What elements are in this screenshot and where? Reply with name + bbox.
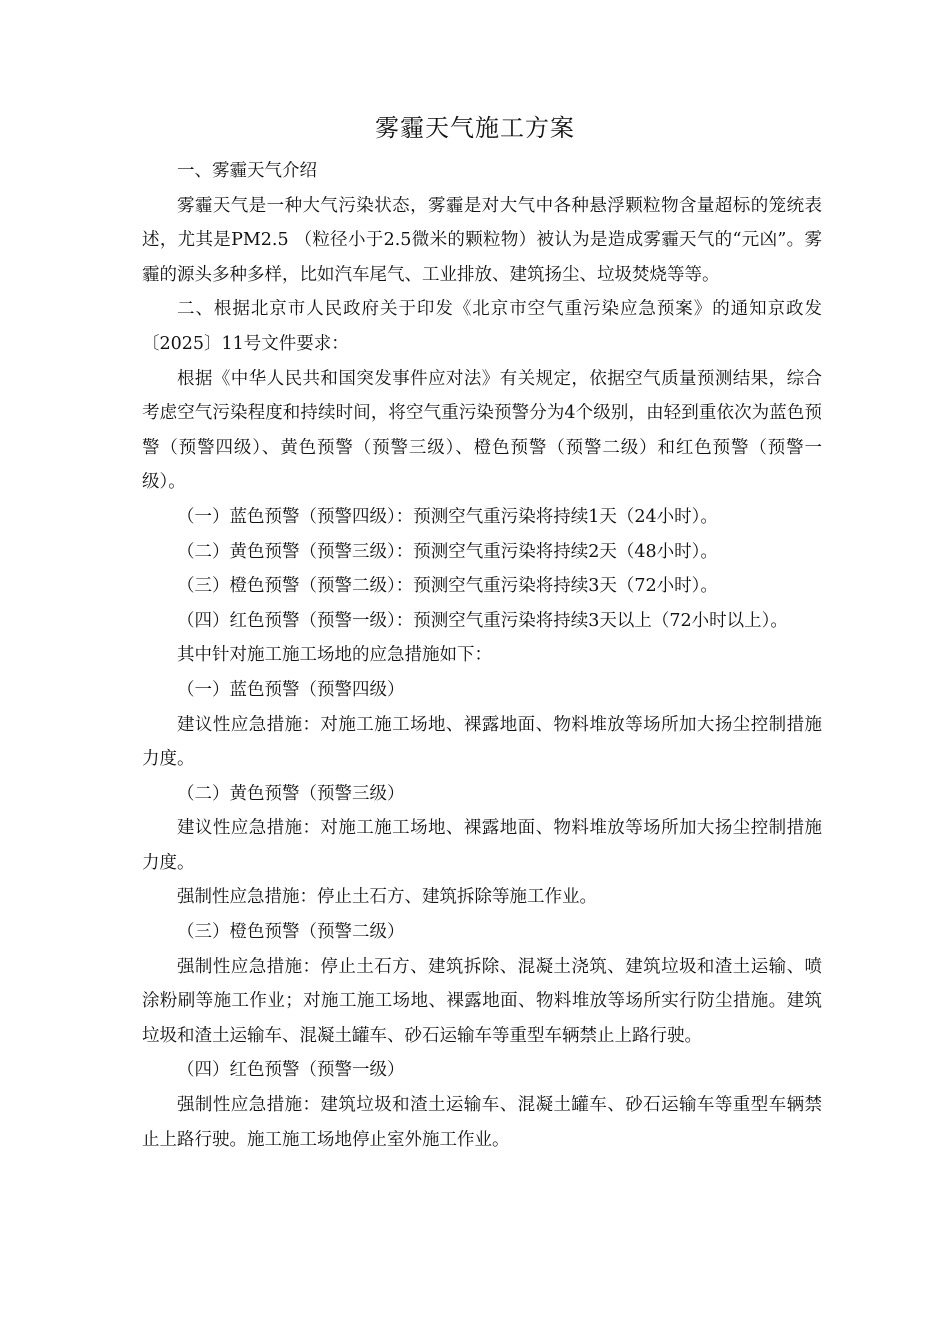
document-body: [142, 154, 822, 1157]
measures-heading-yellow: （二）黄色预警（预警三级）: [177, 783, 405, 804]
document-title: 雾霾天气施工方案: [375, 114, 575, 142]
warning-level-red: （四）红色预警（预警一级）：预测空气重污染将持续3天以上（72小时以上）。: [177, 610, 788, 631]
measures-heading-red: （四）红色预警（预警一级）: [177, 1060, 405, 1081]
warning-level-orange: （三）橙色预警（预警二级）：预测空气重污染将持续3天（72小时）。: [177, 576, 718, 597]
measures-heading-blue: （一）蓝色预警（预警四级）: [177, 679, 405, 700]
measures-red-mandatory: 强制性应急措施：建筑垃圾和渣土运输车、混凝土罐车、砂石运输车等重型车辆禁止上路行驶。施工施工场地停止室外施工作业。: [142, 1095, 822, 1150]
paragraph-measures-intro: 其中针对施工施工场地的应急措施如下：: [177, 645, 492, 666]
measures-heading-orange: （三）橙色预警（预警二级）: [177, 922, 405, 943]
measures-blue-advisory: 建议性应急措施：对施工施工场地、裸露地面、物料堆放等场所加大扬尘控制措施力度。: [142, 714, 822, 770]
section-heading-intro: 一、雾霾天气介绍: [177, 161, 317, 181]
warning-level-blue: （一）蓝色预警（预警四级）：预测空气重污染将持续1天（24小时）。: [177, 506, 718, 527]
paragraph-haze-description: 雾霾天气是一种大气污染状态，雾霾是对大气中各种悬浮颗粒物含量超标的笼统表述，尤其是PM2.5 （粒径小于2.5微米的颗粒物）被认为是造成雾霾天气的“元凶”。雾霾的源头多种多样，比如汽车尾气、工业排放、建筑扬尘、垃圾焚烧等等。: [142, 195, 822, 285]
measures-yellow-mandatory: 强制性应急措施：停止土石方、建筑拆除等施工作业。: [177, 887, 597, 908]
warning-level-yellow: （二）黄色预警（预警三级）：预测空气重污染将持续2天（48小时）。: [177, 541, 718, 562]
measures-yellow-advisory: 建议性应急措施：对施工施工场地、裸露地面、物料堆放等场所加大扬尘控制措施力度。: [142, 818, 822, 873]
measures-orange-mandatory: 强制性应急措施：停止土石方、建筑拆除、混凝土浇筑、建筑垃圾和渣土运输、喷涂粉刷等施工作业；对施工施工场地、裸露地面、物料堆放等场所实行防尘措施。建筑垃圾和渣土运输车、混凝土罐车、砂石运输车等重型车辆禁止上路行驶。: [142, 956, 822, 1046]
section-heading-requirements: 二、根据北京市人民政府关于印发《北京市空气重污染应急预案》的通知京政发〔2025〕11号文件要求：: [142, 299, 822, 354]
paragraph-warning-levels: 根据《中华人民共和国突发事件应对法》有关规定，依据空气质量预测结果，综合考虑空气污染程度和持续时间，将空气重污染预警分为4个级别，由轻到重依次为蓝色预警（预警四级）、黄色预警（预警三级）、橙色预警（预警二级）和红色预警（预警一级）。: [142, 368, 822, 493]
